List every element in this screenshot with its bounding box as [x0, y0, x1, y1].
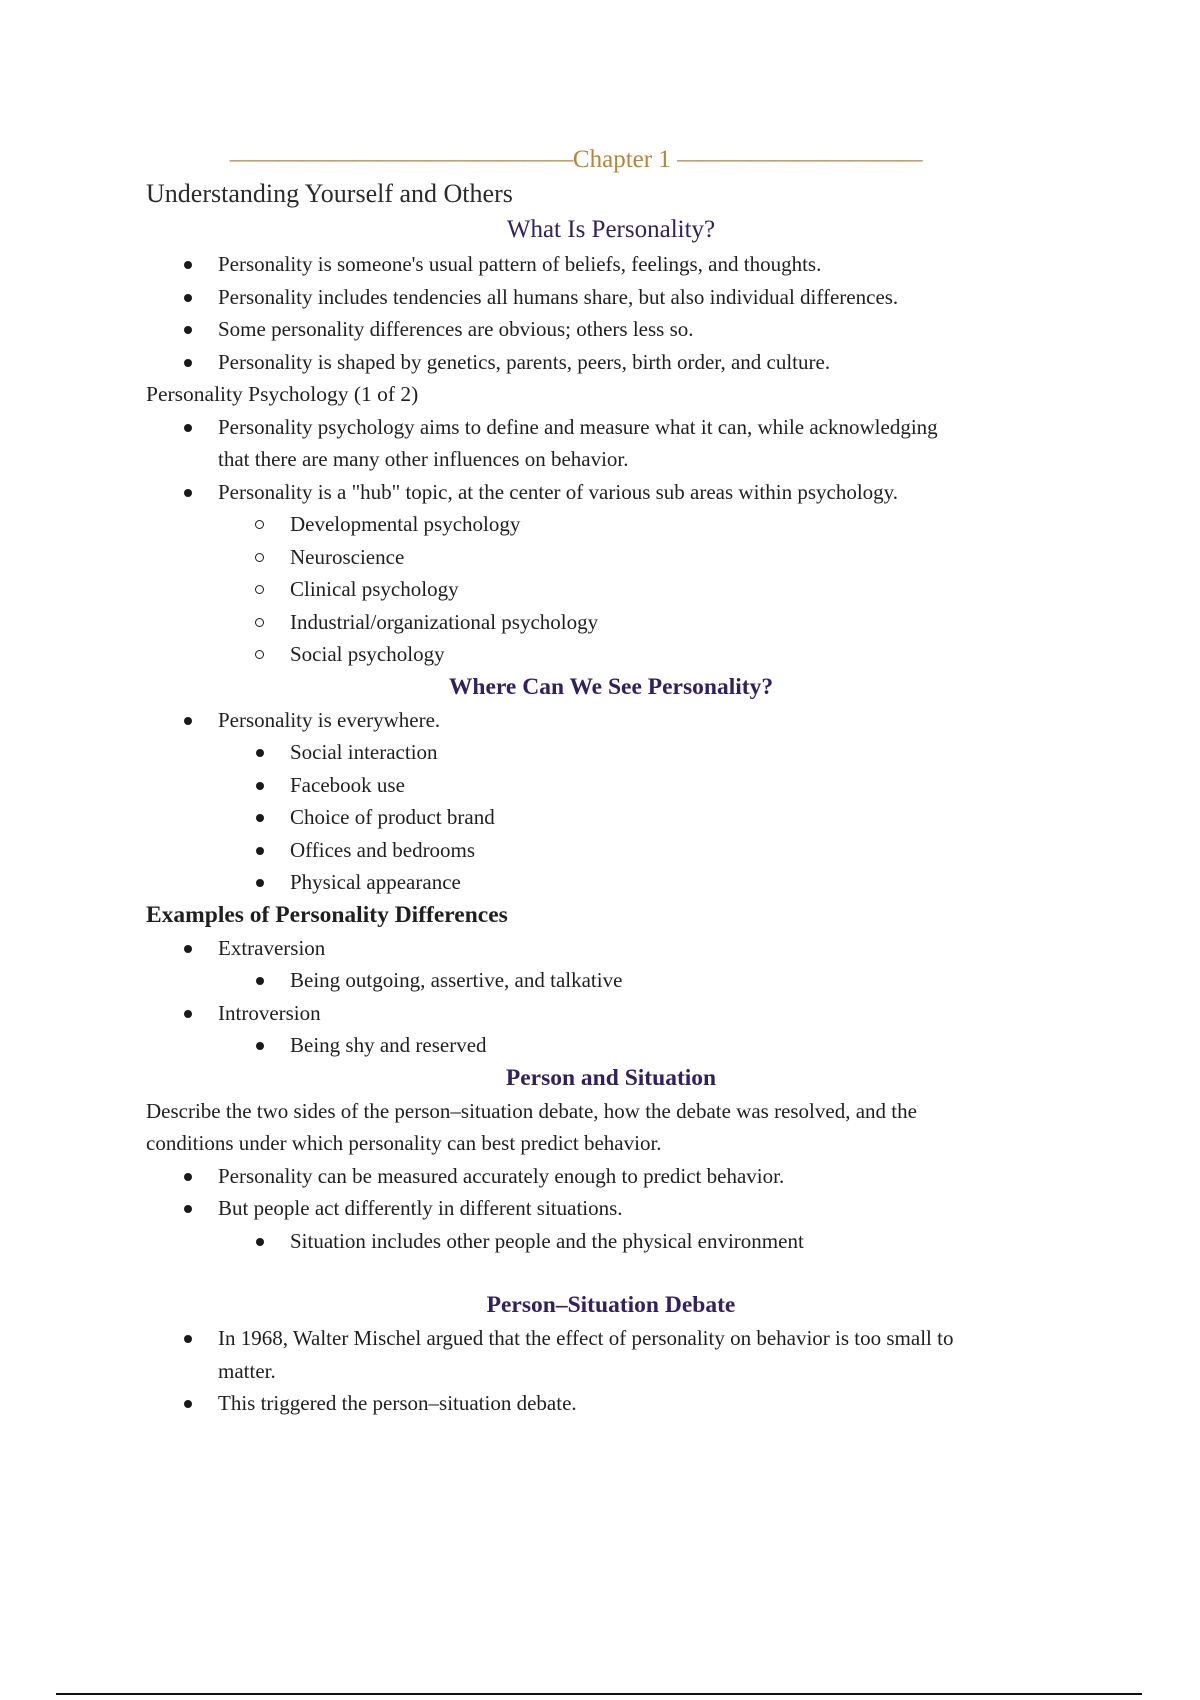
sub-list-item: Choice of product brand	[146, 801, 1076, 834]
what-is-personality-list	[146, 248, 1076, 378]
sub-list-item: Industrial/organizational psychology	[146, 606, 1076, 639]
chapter-dashes-right: ——————————	[677, 146, 923, 173]
spacer	[146, 1257, 1076, 1289]
list-item: Personality is someone's usual pattern of beliefs, feelings, and thoughts.	[146, 248, 1076, 281]
list-item-line: Personality psychology aims to define and measure what it can, while acknowledging	[218, 414, 938, 439]
sub-list-item: Situation includes other people and the physical environment	[146, 1225, 1076, 1258]
list-item-line: that there are many other influences on behavior.	[218, 447, 629, 471]
where-see-personality-list	[146, 704, 1076, 899]
section-heading-where-see-personality: Where Can We See Personality?	[448, 673, 774, 700]
paragraph-line: conditions under which personality can best predict behavior.	[146, 1131, 662, 1155]
section-heading-person-situation-debate: Person–Situation Debate	[486, 1292, 736, 1318]
debate-list	[146, 1322, 1076, 1420]
list-item: Personality can be measured accurately enough to predict behavior.	[146, 1160, 1076, 1193]
list-item: Personality is everywhere.	[146, 704, 1076, 737]
list-item: This triggered the person–situation debate.	[146, 1387, 1076, 1420]
footer-divider	[56, 1693, 1142, 1695]
sub-list-item: Developmental psychology	[146, 508, 1076, 541]
sub-list-item: Being outgoing, assertive, and talkative	[146, 964, 1076, 997]
personality-psychology-list	[146, 411, 1076, 671]
sub-list-item: Facebook use	[146, 769, 1076, 802]
list-item: Some personality differences are obvious; others less so.	[146, 313, 1076, 346]
chapter-dashes-left: ——————————————	[229, 146, 573, 173]
sub-list-item: Clinical psychology	[146, 573, 1076, 606]
list-item: Personality includes tendencies all humans share, but also individual differences.	[146, 281, 1076, 314]
section-heading-examples: Examples of Personality Differences	[146, 901, 508, 928]
list-item: Introversion	[146, 997, 1076, 1030]
chapter-label: Chapter 1	[572, 146, 671, 173]
section-heading-what-is-personality: What Is Personality?	[506, 216, 716, 243]
section-heading-person-and-situation: Person and Situation	[505, 1064, 717, 1091]
sub-list-item: Social psychology	[146, 638, 1076, 671]
list-item: But people act differently in different situations.	[146, 1192, 1076, 1225]
list-item	[146, 411, 1076, 476]
list-item: Personality is a "hub" topic, at the center of various sub areas within psychology.	[146, 476, 1076, 509]
person-situation-paragraph	[146, 1095, 1076, 1160]
document-title: Understanding Yourself and Others	[146, 179, 513, 208]
paragraph-line: Describe the two sides of the person–situation debate, how the debate was resolved, and the	[146, 1098, 917, 1123]
list-item-line: In 1968, Walter Mischel argued that the effect of personality on behavior is too small to	[218, 1326, 954, 1350]
sub-list-item: Physical appearance	[146, 866, 1076, 899]
document-page	[146, 144, 1076, 1420]
list-item: Extraversion	[146, 932, 1076, 965]
list-item-line: matter.	[218, 1358, 276, 1383]
person-situation-list	[146, 1160, 1076, 1258]
section-heading-personality-psychology: Personality Psychology (1 of 2)	[146, 382, 419, 406]
chapter-header	[146, 144, 1076, 176]
examples-list	[146, 932, 1076, 1062]
sub-list-item: Neuroscience	[146, 541, 1076, 574]
sub-list-item: Offices and bedrooms	[146, 834, 1076, 867]
list-item	[146, 1322, 1076, 1387]
sub-list-item: Being shy and reserved	[146, 1029, 1076, 1062]
sub-list-item: Social interaction	[146, 736, 1076, 769]
list-item: Personality is shaped by genetics, parents, peers, birth order, and culture.	[146, 346, 1076, 379]
